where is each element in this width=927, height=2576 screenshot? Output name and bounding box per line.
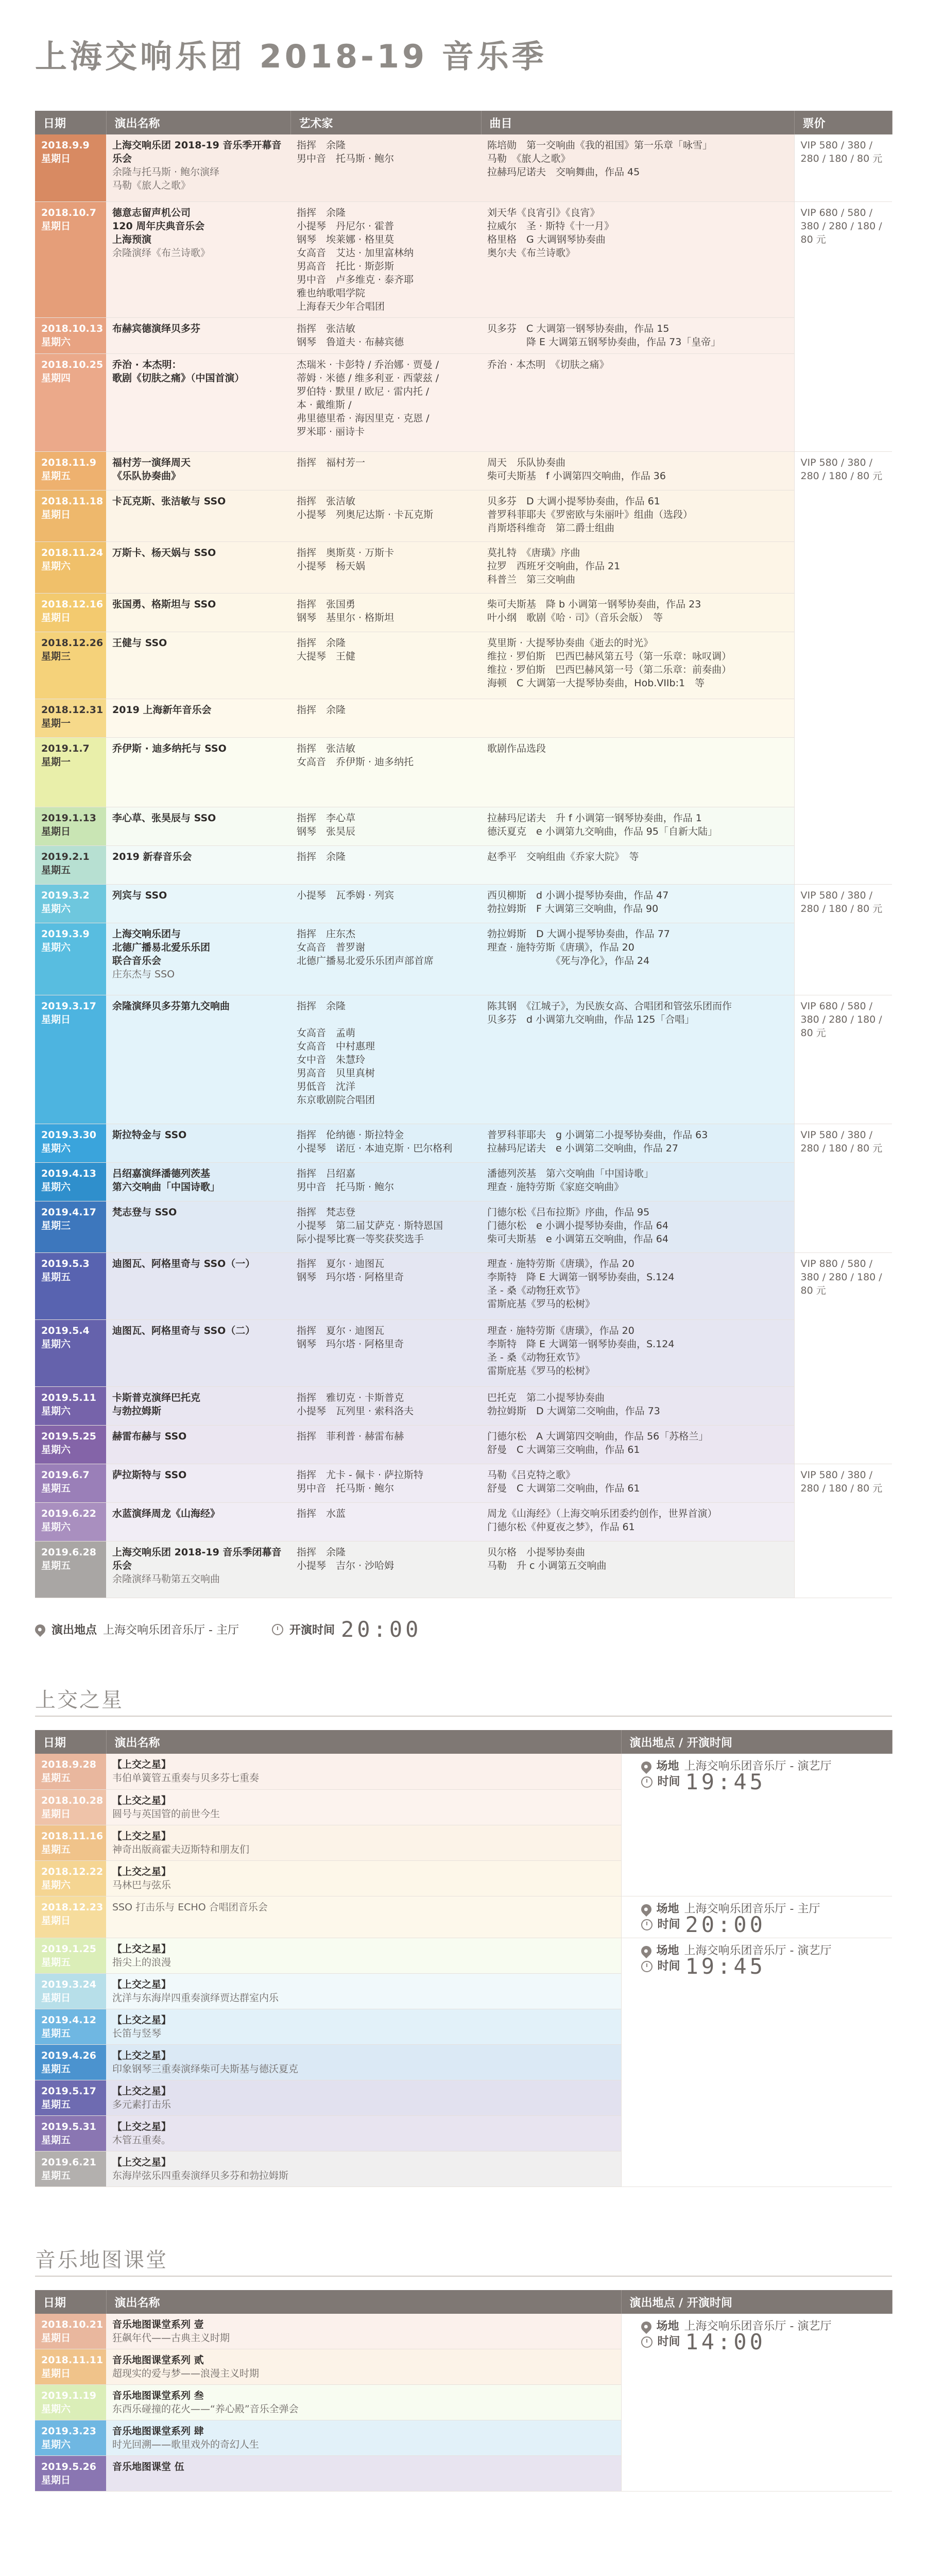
time-line — [641, 1911, 886, 1937]
concert-date: 2018.9.9 星期日 — [35, 134, 106, 201]
venue-label: 场地 — [656, 2320, 679, 2333]
event-tag: 【上交之星】 — [112, 2156, 171, 2168]
location-pin-icon — [639, 1902, 653, 1916]
venue-label: 演出地点 — [52, 1624, 97, 1637]
start-time: 19:45 — [685, 1769, 766, 1794]
concert-date: 2019.2.1 星期五 — [35, 845, 106, 884]
artists-cell: 指挥 梵志登 小提琴 第二届艾萨克 · 斯特恩国 际小提琴比赛一等奖获奖选手 — [290, 1201, 481, 1252]
page-title: 上海交响乐团 2018-19 音乐季 — [35, 38, 547, 75]
section-divider — [35, 2276, 892, 2277]
concert-date: 2019.5.25 星期六 — [35, 1425, 106, 1464]
program-cell: 门德尔松 A 大调第四交响曲，作品 56「苏格兰」 舒曼 C 大调第三交响曲，作品 61 — [481, 1425, 794, 1464]
event-tag: 音乐地图课堂系列 贰 — [112, 2354, 204, 2366]
ticket-price: VIP 580 / 380 / 280 / 180 / 80 元 — [794, 1124, 892, 1252]
event-tag: 【上交之星】 — [112, 1978, 171, 1990]
event-tag: 【上交之星】 — [112, 1830, 171, 1842]
time-label: 时间 — [657, 1775, 680, 1788]
schedule-row — [35, 1386, 892, 1425]
header-price: 票价 — [794, 111, 892, 134]
schedule-row — [35, 923, 892, 995]
venue-label: 场地 — [656, 1944, 679, 1957]
concert-title: 布赫宾德演绎贝多芬 — [112, 323, 201, 334]
concert-title: 余隆演绎贝多芬第九交响曲 — [112, 1000, 230, 1012]
event-date: 2018.10.28 星期日 — [35, 1789, 106, 1825]
event-date: 2019.4.12 星期五 — [35, 2009, 106, 2044]
concert-name-cell — [106, 737, 290, 807]
venue-time-cell — [621, 1896, 892, 1938]
concert-title: 2019 新春音乐会 — [112, 851, 192, 862]
event-name-cell — [106, 1896, 621, 1938]
concert-date: 2018.10.7 星期日 — [35, 201, 106, 317]
event-date: 2019.4.26 星期五 — [35, 2044, 106, 2080]
event-description: 狂飙年代——古典主义时期 — [112, 2332, 230, 2344]
schedule-row — [35, 317, 892, 353]
time-label: 时间 — [657, 2335, 680, 2348]
event-date: 2019.5.17 星期五 — [35, 2080, 106, 2115]
event-description: 马林巴与弦乐 — [112, 1879, 171, 1891]
time-label: 时间 — [657, 1918, 680, 1931]
event-name-cell — [106, 2314, 621, 2349]
concert-title: 萨拉斯特与 SSO — [112, 1469, 187, 1481]
event-description: 超现实的爱与梦——浪漫主义时期 — [112, 2368, 260, 2379]
table-header-row — [35, 111, 892, 134]
event-tag: 【上交之星】 — [112, 2014, 171, 2026]
event-name-cell — [106, 2080, 621, 2115]
artists-cell: 指挥 余隆 小提琴 丹尼尔 · 霍普 钢琴 埃莱娜 · 格里莫 女高音 艾达 · 加里富林纳 男高音 托比 · 斯彭斯 男中音 卢多维克 · 泰齐耶 雅也纳歌唱学院 上海春天少年合唱团 — [290, 201, 481, 317]
concert-title: 水蓝演绎周龙《山海经》 — [112, 1507, 220, 1519]
event-tag: 音乐地图课堂系列 肆 — [112, 2426, 204, 2437]
event-date: 2019.3.23 星期六 — [35, 2420, 106, 2456]
clock-icon — [641, 1961, 653, 1972]
star-row — [35, 1938, 892, 1973]
artists-cell: 指挥 余隆 男中音 托马斯 · 鲍尔 — [290, 134, 481, 201]
venue-time-cell — [621, 1754, 892, 1896]
program-cell: 潘德列茨基 第六交响曲「中国诗歌」 理查 · 施特劳斯《家庭交响曲》 — [481, 1162, 794, 1201]
event-name-cell — [106, 1754, 621, 1789]
schedule-row — [35, 1201, 892, 1252]
concert-date: 2019.3.17 星期日 — [35, 995, 106, 1124]
event-date: 2019.1.19 星期六 — [35, 2385, 106, 2420]
schedule-row — [35, 593, 892, 632]
concert-name-cell — [106, 1162, 290, 1201]
concert-name-cell — [106, 1201, 290, 1252]
concert-date: 2018.11.9 星期五 — [35, 451, 106, 490]
schedule-row — [35, 134, 892, 201]
event-description: 圆号与英国管的前世今生 — [112, 1808, 220, 1820]
time-line — [641, 1769, 886, 1794]
event-tag: 音乐地图课堂系列 叁 — [112, 2390, 204, 2401]
concert-title: 王健与 SSO — [112, 637, 167, 649]
table-header-row — [35, 2290, 892, 2314]
schedule-row — [35, 353, 892, 451]
map-row — [35, 2314, 892, 2349]
event-tag: 【上交之星】 — [112, 2085, 171, 2097]
concert-name-cell — [106, 1252, 290, 1319]
concert-title: 2019 上海新年音乐会 — [112, 704, 212, 716]
concert-title: 梵志登与 SSO — [112, 1206, 177, 1218]
event-date: 2019.5.26 星期日 — [35, 2456, 106, 2492]
concert-date: 2019.5.4 星期六 — [35, 1319, 106, 1386]
schedule-row — [35, 1464, 892, 1502]
concert-subtitle: 庄东杰与 SSO — [112, 968, 175, 980]
schedule-row — [35, 699, 892, 737]
star-series-table — [35, 1730, 892, 2187]
concert-date: 2018.11.18 星期日 — [35, 490, 106, 541]
event-description: 印象钢琴三重奏演绎柴可夫斯基与德沃夏克 — [112, 2063, 299, 2075]
concert-date: 2019.3.9 星期六 — [35, 923, 106, 995]
program-cell: 理查 · 施特劳斯《唐璜》，作品 20 李斯特 降 E 大调第一钢琴协奏曲，S.124 圣 - 桑《动物狂欢节》 雷斯庇基《罗马的松树》 — [481, 1252, 794, 1319]
schedule-row — [35, 632, 892, 699]
event-tag: 【上交之星】 — [112, 1866, 171, 1877]
event-description: SSO 打击乐与 ECHO 合唱团音乐会 — [112, 1901, 268, 1913]
start-time: 14:00 — [685, 2329, 766, 2354]
artists-cell: 小提琴 瓦季姆 · 列宾 — [290, 884, 481, 923]
artists-cell: 指挥 尤卡 - 佩卡 · 萨拉斯特 男中音 托马斯 · 鲍尔 — [290, 1464, 481, 1502]
concert-name-cell — [106, 541, 290, 593]
event-tag: 【上交之星】 — [112, 2049, 171, 2061]
concert-title: 列宾与 SSO — [112, 889, 167, 901]
concert-title: 李心草、张昊辰与 SSO — [112, 812, 216, 824]
time-label: 开演时间 — [289, 1624, 335, 1637]
concert-name-cell — [106, 1319, 290, 1386]
artists-cell: 指挥 吕绍嘉 男中音 托马斯 · 鲍尔 — [290, 1162, 481, 1201]
artists-cell: 指挥 福村芳一 — [290, 451, 481, 490]
concert-name-cell — [106, 995, 290, 1124]
program-cell: 莫扎特 《唐璜》序曲 拉罗 西班牙交响曲，作品 21 科普兰 第三交响曲 — [481, 541, 794, 593]
schedule-row — [35, 995, 892, 1124]
program-cell: 巴托克 第二小提琴协奏曲 勃拉姆斯 D 大调第二交响曲，作品 73 — [481, 1386, 794, 1425]
header-program: 曲目 — [481, 111, 794, 134]
artists-cell: 指挥 张洁敏 小提琴 列奥尼达斯 · 卡瓦克斯 — [290, 490, 481, 541]
schedule-row — [35, 1319, 892, 1386]
event-description: 长笛与竖琴 — [112, 2027, 162, 2039]
event-name-cell — [106, 2044, 621, 2080]
concert-name-cell — [106, 134, 290, 201]
start-time: 20:00 — [340, 1617, 422, 1642]
event-description: 指尖上的浪漫 — [112, 1956, 171, 1968]
venue-value: 上海交响乐团音乐厅 - 演艺厅 — [684, 1944, 832, 1957]
event-description: 多元素打击乐 — [112, 2098, 171, 2110]
header-date: 日期 — [35, 111, 106, 134]
event-date: 2019.6.21 星期五 — [35, 2151, 106, 2187]
event-name-cell — [106, 1938, 621, 1973]
concert-name-cell — [106, 884, 290, 923]
artists-cell: 指挥 菲利普 · 赫雷布赫 — [290, 1425, 481, 1464]
artists-cell: 指挥 余隆 大提琴 王健 — [290, 632, 481, 699]
section-title-star: 上交之星 — [35, 1688, 124, 1712]
concert-date: 2019.3.30 星期六 — [35, 1124, 106, 1162]
artists-cell: 指挥 夏尔 · 迪图瓦 钢琴 玛尔塔 · 阿格里奇 — [290, 1252, 481, 1319]
clock-icon — [641, 2336, 653, 2348]
schedule-row — [35, 737, 892, 807]
concert-title: 卡斯普克演绎巴托克 与勃拉姆斯 — [112, 1392, 201, 1417]
artists-cell: 指挥 夏尔 · 迪图瓦 钢琴 玛尔塔 · 阿格里奇 — [290, 1319, 481, 1386]
header-artists: 艺术家 — [290, 111, 481, 134]
table-header-row — [35, 1730, 892, 1754]
program-cell: 西贝柳斯 d 小调小提琴协奏曲，作品 47 勃拉姆斯 F 大调第三交响曲，作品 90 — [481, 884, 794, 923]
concert-name-cell — [106, 845, 290, 884]
location-pin-icon — [639, 1943, 653, 1958]
event-name-cell — [106, 2456, 621, 2492]
artists-cell: 指挥 伦纳德 · 斯拉特金 小提琴 诺厄 · 本迪克斯 · 巴尔格利 — [290, 1124, 481, 1162]
event-description: 沈洋与东海岸四重奏演绎贾达群室内乐 — [112, 1992, 279, 2004]
concert-date: 2019.6.22 星期六 — [35, 1502, 106, 1541]
concert-date: 2019.5.11 星期六 — [35, 1386, 106, 1425]
artists-cell: 指挥 雅切克 · 卡斯普克 小提琴 瓦列里 · 索科洛夫 — [290, 1386, 481, 1425]
concert-date: 2018.10.25 星期四 — [35, 353, 106, 451]
program-cell: 莫里斯 · 大提琴协奏曲《逝去的时光》 维拉 · 罗伯斯 巴西巴赫风第五号（第一乐章：咏叹调） 维拉 · 罗伯斯 巴西巴赫风第一号（第二乐章：前奏曲） 海顿 C 大调第一大提琴协奏曲，Hob.VIIb:1 等 — [481, 632, 794, 699]
concert-name-cell — [106, 1464, 290, 1502]
program-cell — [481, 699, 794, 737]
program-cell: 门德尔松《吕布拉斯》序曲，作品 95 门德尔松 e 小调小提琴协奏曲，作品 64 柴可夫斯基 e 小调第五交响曲，作品 64 — [481, 1201, 794, 1252]
event-description: 东海岸弦乐四重奏演绎贝多芬和勃拉姆斯 — [112, 2170, 289, 2181]
ticket-price: VIP 880 / 580 / 380 / 280 / 180 / 80 元 — [794, 1252, 892, 1464]
event-tag: 音乐地图课堂 伍 — [112, 2461, 184, 2472]
program-cell: 贝尔格 小提琴协奏曲 马勒 升 c 小调第五交响曲 — [481, 1541, 794, 1598]
artists-cell: 指挥 奥斯莫 · 万斯卡 小提琴 杨天娲 — [290, 541, 481, 593]
venue-value: 上海交响乐团音乐厅 - 主厅 — [684, 1902, 820, 1916]
ticket-price: VIP 680 / 580 / 380 / 280 / 180 / 80 元 — [794, 995, 892, 1124]
program-cell: 勃拉姆斯 D 大调小提琴协奏曲，作品 77 理查 · 施特劳斯《唐璜》，作品 20 《死与净化》，作品 24 — [481, 923, 794, 995]
concert-name-cell — [106, 632, 290, 699]
schedule-row — [35, 884, 892, 923]
program-cell: 周龙《山海经》（上海交响乐团委约创作，世界首演） 门德尔松《仲夏夜之梦》，作品 61 — [481, 1502, 794, 1541]
program-cell: 理查 · 施特劳斯《唐璜》，作品 20 李斯特 降 E 大调第一钢琴协奏曲，S.124 圣 - 桑《动物狂欢节》 雷斯庇基《罗马的松树》 — [481, 1319, 794, 1386]
location-pin-icon — [33, 1622, 47, 1636]
program-cell: 贝多芬 C 大调第一钢琴协奏曲，作品 15 降 E 大调第五钢琴协奏曲，作品 73「皇帝」 — [481, 317, 794, 353]
program-cell: 贝多芬 D 大调小提琴协奏曲，作品 61 普罗科菲耶夫《罗密欧与朱丽叶》组曲（选段） 肖斯塔科维奇 第二爵士组曲 — [481, 490, 794, 541]
artists-cell: 指挥 李心草 钢琴 张昊辰 — [290, 807, 481, 845]
venue-footer — [35, 1617, 421, 1642]
artists-cell: 指挥 余隆 — [290, 699, 481, 737]
concert-subtitle: 余隆演绎《布兰诗歌》 — [112, 247, 211, 259]
concert-name-cell — [106, 353, 290, 451]
concert-date: 2019.4.17 星期三 — [35, 1201, 106, 1252]
program-cell: 普罗科菲耶夫 g 小调第二小提琴协奏曲，作品 63 拉赫玛尼诺夫 e 小调第二交响曲，作品 27 — [481, 1124, 794, 1162]
schedule-row — [35, 1162, 892, 1201]
event-description: 东西乐碰撞的花火——“养心殿”音乐全弹会 — [112, 2403, 299, 2415]
schedule-row — [35, 807, 892, 845]
header-name: 演出名称 — [106, 2290, 621, 2314]
event-description: 韦伯单簧管五重奏与贝多芬七重奏 — [112, 1772, 260, 1784]
concert-title: 吕绍嘉演绎潘德列茨基 第六交响曲「中国诗歌」 — [112, 1167, 220, 1193]
schedule-row — [35, 1252, 892, 1319]
concert-title: 斯拉特金与 SSO — [112, 1129, 187, 1141]
event-date: 2018.9.28 星期五 — [35, 1754, 106, 1789]
event-name-cell — [106, 2385, 621, 2420]
time-line — [641, 1953, 886, 1979]
ticket-price: VIP 680 / 580 / 380 / 280 / 180 / 80 元 — [794, 201, 892, 451]
concert-date: 2019.6.7 星期五 — [35, 1464, 106, 1502]
event-date: 2018.11.16 星期五 — [35, 1825, 106, 1860]
artists-cell: 指挥 张洁敏 女高音 乔伊斯 · 迪多纳托 — [290, 737, 481, 807]
concert-date: 2018.11.24 星期六 — [35, 541, 106, 593]
concert-date: 2019.3.2 星期六 — [35, 884, 106, 923]
section-divider — [35, 1716, 892, 1717]
schedule-row — [35, 541, 892, 593]
concert-name-cell — [106, 201, 290, 317]
concert-title: 上海交响乐团与 北德广播易北爱乐乐团 联合音乐会 — [112, 928, 211, 967]
concert-title: 上海交响乐团 2018-19 音乐季开幕音乐会 — [112, 140, 282, 164]
concert-date: 2018.10.13 星期六 — [35, 317, 106, 353]
event-date: 2018.12.22 星期六 — [35, 1860, 106, 1896]
event-tag: 音乐地图课堂系列 壹 — [112, 2319, 204, 2330]
ticket-price: VIP 580 / 380 / 280 / 180 / 80 元 — [794, 134, 892, 201]
concert-date: 2018.12.16 星期日 — [35, 593, 106, 632]
concert-date: 2019.5.3 星期五 — [35, 1252, 106, 1319]
star-row — [35, 1896, 892, 1938]
concert-title: 赫雷布赫与 SSO — [112, 1430, 187, 1442]
concert-subtitle: 余隆与托马斯 · 鲍尔演绎 马勒《旅人之歌》 — [112, 166, 220, 191]
header-date: 日期 — [35, 1730, 106, 1754]
schedule-row — [35, 845, 892, 884]
artists-cell: 指挥 张国勇 钢琴 基里尔 · 格斯坦 — [290, 593, 481, 632]
header-venue-time: 演出地点 / 开演时间 — [621, 2290, 892, 2314]
program-cell: 刘天华《良宵引》《良宵》 拉威尔 圣 · 斯特《十一月》 格里格 G 大调钢琴协奏曲 奥尔夫《布兰诗歌》 — [481, 201, 794, 317]
schedule-row — [35, 490, 892, 541]
clock-icon — [641, 1776, 653, 1788]
concert-title: 福村芳一演绎周天 《乐队协奏曲》 — [112, 456, 191, 482]
concert-title: 德意志留声机公司 120 周年庆典音乐会 上海预演 — [112, 207, 205, 245]
concert-title: 上海交响乐团 2018-19 音乐季闭幕音乐会 — [112, 1546, 282, 1571]
venue-value: 上海交响乐团音乐厅 - 演艺厅 — [684, 2320, 832, 2333]
artists-cell: 杰瑞米 · 卡彭特 / 乔治娜 · 贾曼 / 蒂姆 · 米德 / 维多利亚 · 西蒙兹 / 罗伯特 · 默里 / 欧尼 · 雷内托 / 本 · 戴维斯 / 弗里德里希 · 海因里克 · 克恩 / 罗米耶 · 丽诗卡 — [290, 353, 481, 451]
star-row — [35, 1754, 892, 1789]
schedule-row — [35, 1502, 892, 1541]
event-name-cell — [106, 2349, 621, 2385]
schedule-row — [35, 1541, 892, 1598]
time-line — [641, 2329, 886, 2354]
venue-value: 上海交响乐团音乐厅 - 主厅 — [103, 1624, 239, 1637]
concert-date: 2019.6.28 星期五 — [35, 1541, 106, 1598]
event-name-cell — [106, 1860, 621, 1896]
event-tag: 【上交之星】 — [112, 2121, 171, 2132]
concert-name-cell — [106, 593, 290, 632]
event-date: 2019.1.25 星期五 — [35, 1938, 106, 1973]
event-name-cell — [106, 1825, 621, 1860]
venue-value: 上海交响乐团音乐厅 - 演艺厅 — [684, 1760, 832, 1773]
concert-name-cell — [106, 1425, 290, 1464]
concert-subtitle: 余隆演绎马勒第五交响曲 — [112, 1573, 220, 1585]
location-pin-icon — [639, 1759, 653, 1774]
schedule-row — [35, 451, 892, 490]
event-tag: 【上交之星】 — [112, 1943, 171, 1955]
clock-icon — [272, 1624, 283, 1635]
program-cell: 赵季平 交响组曲《乔家大院》 等 — [481, 845, 794, 884]
concert-name-cell — [106, 1541, 290, 1598]
event-tag: 【上交之星】 — [112, 1759, 171, 1770]
section-title-map: 音乐地图课堂 — [35, 2248, 168, 2272]
event-description: 时光回溯——歌里戏外的奇幻人生 — [112, 2439, 260, 2450]
concert-date: 2018.12.26 星期三 — [35, 632, 106, 699]
concert-title: 万斯卡、杨天娲与 SSO — [112, 547, 216, 558]
artists-cell: 指挥 张洁敏 钢琴 鲁道夫 · 布赫宾德 — [290, 317, 481, 353]
concert-title: 张国勇、格斯坦与 SSO — [112, 598, 216, 610]
clock-icon — [641, 1919, 653, 1930]
event-description: 神奇出版商霍夫迈斯特和朋友们 — [112, 1843, 250, 1855]
concert-name-cell — [106, 1502, 290, 1541]
concert-name-cell — [106, 1386, 290, 1425]
event-date: 2018.11.11 星期日 — [35, 2349, 106, 2385]
location-pin-icon — [639, 2319, 653, 2334]
header-name: 演出名称 — [106, 1730, 621, 1754]
time-label: 时间 — [657, 1959, 680, 1973]
event-name-cell — [106, 2151, 621, 2187]
event-description: 木管五重奏。 — [112, 2134, 171, 2146]
concert-name-cell — [106, 923, 290, 995]
concert-title: 乔伊斯 · 迪多纳托与 SSO — [112, 742, 227, 754]
header-venue-time: 演出地点 / 开演时间 — [621, 1730, 892, 1754]
venue-time-cell — [621, 1938, 892, 2187]
program-cell: 柴可夫斯基 降 b 小调第一钢琴协奏曲，作品 23 叶小纲 歌剧《哈 · 司》（音乐会版） 等 — [481, 593, 794, 632]
schedule-row — [35, 1124, 892, 1162]
ticket-price: VIP 580 / 380 / 280 / 180 / 80 元 — [794, 451, 892, 884]
artists-cell: 指挥 余隆 女高音 孟萌 女高音 中村惠理 女中音 朱慧玲 男高音 贝里真树 男低音 沈洋 东京歌剧院合唱团 — [290, 995, 481, 1124]
event-date: 2019.3.24 星期日 — [35, 1973, 106, 2009]
schedule-row — [35, 201, 892, 317]
concert-name-cell — [106, 699, 290, 737]
concert-name-cell — [106, 1124, 290, 1162]
concert-title: 卡瓦克斯、张洁敏与 SSO — [112, 495, 226, 507]
event-name-cell — [106, 2420, 621, 2456]
concert-name-cell — [106, 451, 290, 490]
venue-label: 场地 — [656, 1902, 679, 1916]
concert-name-cell — [106, 807, 290, 845]
program-cell: 歌剧作品选段 — [481, 737, 794, 807]
concert-title: 迪图瓦、阿格里奇与 SSO（一） — [112, 1258, 255, 1269]
artists-cell: 指挥 庄东杰 女高音 普罗谢 北德广播易北爱乐乐团声部首席 — [290, 923, 481, 995]
event-name-cell — [106, 2009, 621, 2044]
season-schedule-table — [35, 111, 892, 1598]
concert-name-cell — [106, 490, 290, 541]
event-date: 2019.5.31 星期五 — [35, 2115, 106, 2151]
music-map-table — [35, 2290, 892, 2492]
program-cell: 陈其钢 《江城子》，为民族女高、合唱团和管弦乐团而作 贝多芬 d 小调第九交响曲，作品 125「合唱」 — [481, 995, 794, 1124]
venue-time-cell — [621, 2314, 892, 2492]
event-name-cell — [106, 2115, 621, 2151]
event-name-cell — [106, 1973, 621, 2009]
concert-date: 2019.4.13 星期六 — [35, 1162, 106, 1201]
program-cell: 乔治 · 本杰明 《切肤之痛》 — [481, 353, 794, 451]
concert-name-cell — [106, 317, 290, 353]
venue-label: 场地 — [656, 1760, 679, 1773]
program-cell: 周天 乐队协奏曲 柴可夫斯基 f 小调第四交响曲，作品 36 — [481, 451, 794, 490]
artists-cell: 指挥 余隆 — [290, 845, 481, 884]
concert-title: 迪图瓦、阿格里奇与 SSO（二） — [112, 1325, 255, 1336]
ticket-price: VIP 580 / 380 / 280 / 180 / 80 元 — [794, 1464, 892, 1598]
program-cell: 陈培勋 第一交响曲《我的祖国》第一乐章「咏雪」 马勒 《旅人之歌》 拉赫玛尼诺夫 交响舞曲，作品 45 — [481, 134, 794, 201]
concert-date: 2018.12.31 星期一 — [35, 699, 106, 737]
event-date: 2018.12.23 星期日 — [35, 1896, 106, 1938]
concert-date: 2019.1.7 星期一 — [35, 737, 106, 807]
start-time: 20:00 — [685, 1911, 766, 1937]
start-time: 19:45 — [685, 1953, 766, 1979]
header-name: 演出名称 — [106, 111, 290, 134]
concert-title: 乔治 · 本杰明： 歌剧《切肤之痛》（中国首演） — [112, 359, 245, 384]
ticket-price: VIP 580 / 380 / 280 / 180 / 80 元 — [794, 884, 892, 995]
event-date: 2018.10.21 星期日 — [35, 2314, 106, 2349]
program-cell: 马勒《吕克特之歌》 舒曼 C 大调第二交响曲，作品 61 — [481, 1464, 794, 1502]
artists-cell: 指挥 水蓝 — [290, 1502, 481, 1541]
event-name-cell — [106, 1789, 621, 1825]
artists-cell: 指挥 余隆 小提琴 吉尔 · 沙哈姆 — [290, 1541, 481, 1598]
header-date: 日期 — [35, 2290, 106, 2314]
program-cell: 拉赫玛尼诺夫 升 f 小调第一钢琴协奏曲，作品 1 德沃夏克 e 小调第九交响曲，作品 95「自新大陆」 — [481, 807, 794, 845]
concert-date: 2019.1.13 星期日 — [35, 807, 106, 845]
schedule-row — [35, 1425, 892, 1464]
event-tag: 【上交之星】 — [112, 1794, 171, 1806]
